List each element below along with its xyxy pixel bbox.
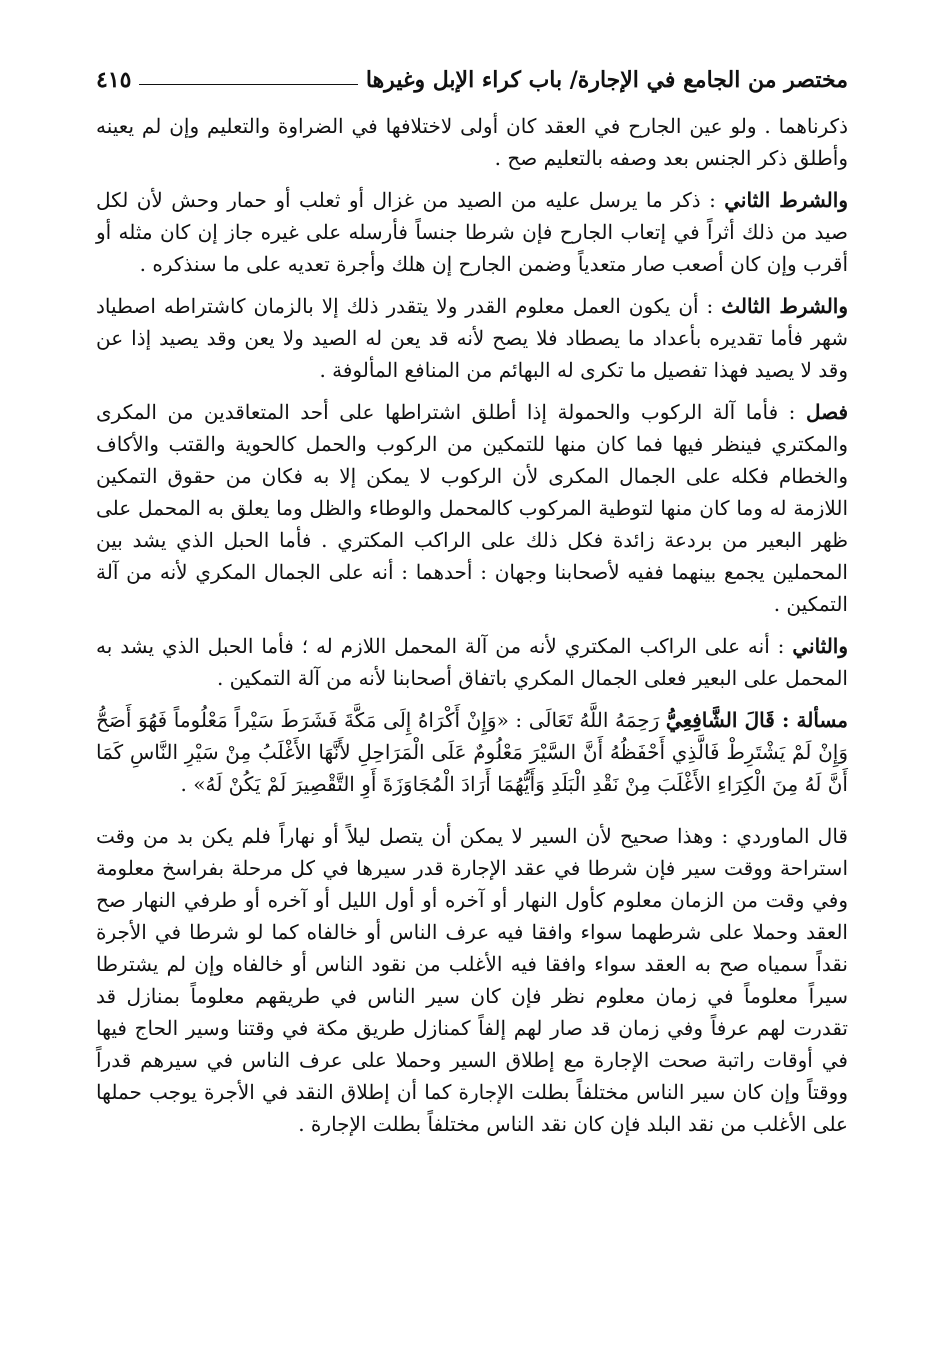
paragraph-text: : أن يكون العمل معلوم القدر ولا يتقدر ذلك إلا بالزمان كاشتراطه اصطياد شهر فأما تقديره بأعداد ما يصطاد فلا يصح لأنه قد يعن له الصيد ولا يعن وقد يصيد إذا عن وقد لا يصيد فهذا تفصيل ما تكرى له البهائم من المنافع المألوفة . [96,294,848,382]
paragraph-text: قال الماوردي : وهذا صحيح لأن السير لا يمكن أن يتصل ليلاً أو نهاراً فلم يكن بد من وقت استراحة ووقت سير فإن شرطا في عقد الإجارة قدر سيرها في كل مرحلة بفراسخ معلومة وفي وقت من الزمان معلوم كأول النهار أو آخره أو أول الليل أو آخره أو طرفي النهار صح العقد وحملا على شرطهما سواء وافقا فيه عرف الناس أو خالفاه كما لو شرطا في الأجرة نقداً سمياه صح به العقد سواء وافقا فيه الأغلب من نقود الناس أو خالفاه وإن لم يشترطا سيراً معلوماً في زمان معلوم نظر فإن كان سير الناس في طريقهم معلوماً بمنازل قد تقدرت لهم عرفاً وفي زمان قد صار لهم إلفاً كمنازل طريق مكة في وقتنا وسير الحاج فيها في أوقات راتبة صحت الإجارة مع إطلاق السير وحملا على عرف الناس في سيرهم قدراً ووقتاً وإن كان سير الناس مختلفاً بطلت الإجارة كما أن إطلاق النقد في الأجرة يوجب حملها على الأغلب من نقد البلد فإن كان نقد الناس مختلفاً بطلت الإجارة . [96,824,848,1136]
section-gap [96,800,848,820]
paragraph-7 [96,820,848,1140]
paragraph-1 [96,110,848,174]
header-rule [139,84,357,85]
running-header-title: مختصر من الجامع في الإجارة/ باب كراء الإبل وغيرها [365,67,848,93]
paragraph-text: ذكرناهما . ولو عين الجارح في العقد كان أولى لاختلافها في الضراوة والتعليم وإن لم يعينه وأطلق ذكر الجنس بعد وصفه بالتعليم صح . [96,114,848,170]
paragraph-lead: فصل [805,400,849,424]
paragraph-text: : ذكر ما يرسل عليه من الصيد من غزال أو ثعلب أو حمار وحش لأن لكل صيد من ذلك أثراً في إتعاب الجارح فإن شرطا جنساً فأرسله على غيره جاز إن كان مثله أو أقرب وإن كان أصعب صار متعدياً وضمن الجارح إن هلك وأجرة تعديه على ما سنذكره . [96,188,848,276]
paragraph-lead: والشرط الثالث [721,294,848,318]
running-header [96,62,848,98]
paragraph-text: : فأما آلة الركوب والحمولة إذا أطلق اشتراطها على أحد المتعاقدين من المكرى والمكتري فينظر فيها فما كان منها للتمكين من الركوب والحمل كالحوية والقتب والأكاف والخطام فكله على الجمال المكرى لأن الركوب لا يمكن إلا به فكان من حقوق التمكين اللازمة له وما كان منها لتوطية المركوب كالمحمل والوطاء والظل وما يعلق به المحمل على ظهر البعير من بردعة زائدة فكل ذلك على الراكب المكتري . فأما الحبل الذي يشد بين المحملين يجمع بينهما ففيه لأصحابنا وجهان : أحدهما : أنه على الجمال المكري لأنه من آلة التمكين . [96,400,849,616]
paragraph-lead: والثاني [792,634,849,658]
paragraph-2 [96,184,848,280]
paragraph-lead: والشرط الثاني [724,188,848,212]
paragraph-text: رَحِمَهُ اللَّهُ تَعَالَى : «وَإِنْ أَكْرَاهُ إِلَى مَكَّةَ فَشَرَطَ سَيْراً مَعْلُوماً فَهُوَ أَصَحُّ وَإِنْ لَمْ يَشْتَرِطْ فَالَّذِي أَحْفَظُهُ أَنَّ السَّيْرَ مَعْلُومٌ عَلَى الْمَرَاحِلِ لأَنَّهَا الأَغْلَبُ مِنْ سَيْرِ النَّاسِ كَمَا أَنَّ لَهُ مِنَ الْكِرَاءِ الأَغْلَبَ مِنْ نَقْدِ الْبَلَدِ وَأَيُّهُمَا أَرَادَ الْمُجَاوَزَةَ أَوِ التَّقْصِيرَ لَمْ يَكُنْ لَهُ» . [96,708,848,796]
paragraph-3 [96,290,848,386]
page-number: ٤١٥ [96,67,132,93]
paragraph-5 [96,630,848,694]
paragraph-6 [96,704,848,800]
paragraph-text: : أنه على الراكب المكتري لأنه من آلة المحمل اللازم له ؛ فأما الحبل الذي يشد به المحمل على البعير فعلى الجمال المكري باتفاق أصحابنا لأنه من آلة التمكين . [96,634,848,690]
paragraph-4 [96,396,848,620]
paragraph-lead: مسألة : قَالَ الشَّافِعِيُّ [665,708,848,732]
book-page [96,62,848,1140]
